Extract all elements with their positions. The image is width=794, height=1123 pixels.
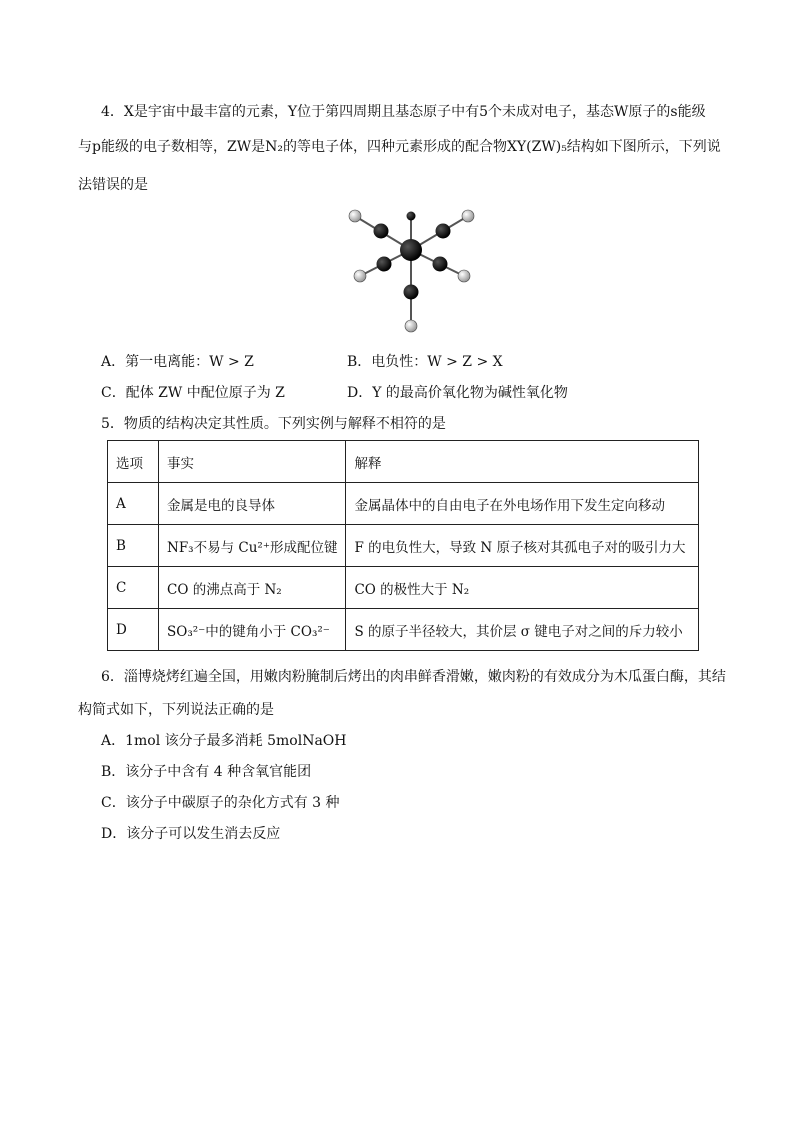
- q6-option-a: A．1mol 该分子最多消耗 5molNaOH: [101, 733, 347, 749]
- atom-w: [458, 270, 470, 282]
- table-row: [108, 609, 699, 651]
- q4-stem-line1: 4．X是宇宙中最丰富的元素，Y位于第四周期且基态原子中有5个未成对电子，基态W原子的s能级: [101, 104, 706, 120]
- table-cell-explanation: CO 的极性大于 N₂: [346, 567, 699, 609]
- atom-w: [354, 270, 366, 282]
- atom-z: [433, 257, 448, 272]
- q6-option-b: B．该分子中含有 4 种含氧官能团: [101, 764, 312, 780]
- q6-stem-line1: 6．淄博烧烤红遍全国，用嫩肉粉腌制后烤出的肉串鲜香滑嫩，嫩肉粉的有效成分为木瓜蛋白酶，其结: [101, 669, 726, 685]
- q4-stem-line2: 与p能级的电子数相等，ZW是N₂的等电子体，四种元素形成的配合物XY(ZW)₅结构如下图所示，下列说: [78, 139, 721, 155]
- q4-option-c: C．配体 ZW 中配位原子为 Z: [101, 385, 285, 401]
- table-cell-fact: NF₃不易与 Cu²⁺形成配位键: [159, 525, 346, 567]
- q6-option-d: D．该分子可以发生消去反应: [101, 826, 281, 842]
- atom-z: [404, 285, 419, 300]
- table-cell-explanation: S 的原子半径较大，其价层 σ 键电子对之间的斥力较小: [346, 609, 699, 651]
- q6-option-c: C．该分子中碳原子的杂化方式有 3 种: [101, 795, 340, 811]
- table-header-fact: 事实: [159, 441, 346, 483]
- table-row: [108, 525, 699, 567]
- table-row: [108, 567, 699, 609]
- table-cell-explanation: 金属晶体中的自由电子在外电场作用下发生定向移动: [346, 483, 699, 525]
- q4-option-d: D．Y 的最高价氧化物为碱性氧化物: [347, 385, 568, 401]
- table-header-explanation: 解释: [346, 441, 699, 483]
- table-cell-fact: CO 的沸点高于 N₂: [159, 567, 346, 609]
- q6-stem-line2: 构简式如下，下列说法正确的是: [78, 702, 274, 718]
- atom-z: [436, 224, 451, 239]
- atom-w: [405, 320, 417, 332]
- table-header-row: [108, 441, 699, 483]
- q5-stem: 5．物质的结构决定其性质。下列实例与解释不相符的是: [101, 416, 446, 432]
- table-row: [108, 483, 699, 525]
- atom-z: [377, 257, 392, 272]
- table-cell-fact: 金属是电的良导体: [159, 483, 346, 525]
- atom-w: [349, 210, 361, 222]
- atom-y-center: [400, 239, 422, 261]
- atom-w: [462, 210, 474, 222]
- table-cell-option: B: [108, 525, 159, 567]
- atom-x-top: [407, 212, 416, 221]
- atom-z: [374, 224, 389, 239]
- table-cell-fact: SO₃²⁻中的键角小于 CO₃²⁻: [159, 609, 346, 651]
- complex-structure-diagram: [340, 200, 485, 340]
- table-cell-option: C: [108, 567, 159, 609]
- q4-option-a: A．第一电离能：W > Z: [101, 354, 254, 370]
- table-cell-option: D: [108, 609, 159, 651]
- q4-stem-line3: 法错误的是: [78, 177, 148, 193]
- table-header-option: 选项: [108, 441, 159, 483]
- q5-table: [107, 440, 699, 651]
- table-cell-option: A: [108, 483, 159, 525]
- table-cell-explanation: F 的电负性大，导致 N 原子核对其孤电子对的吸引力大: [346, 525, 699, 567]
- q4-option-b: B．电负性：W > Z > X: [347, 354, 503, 370]
